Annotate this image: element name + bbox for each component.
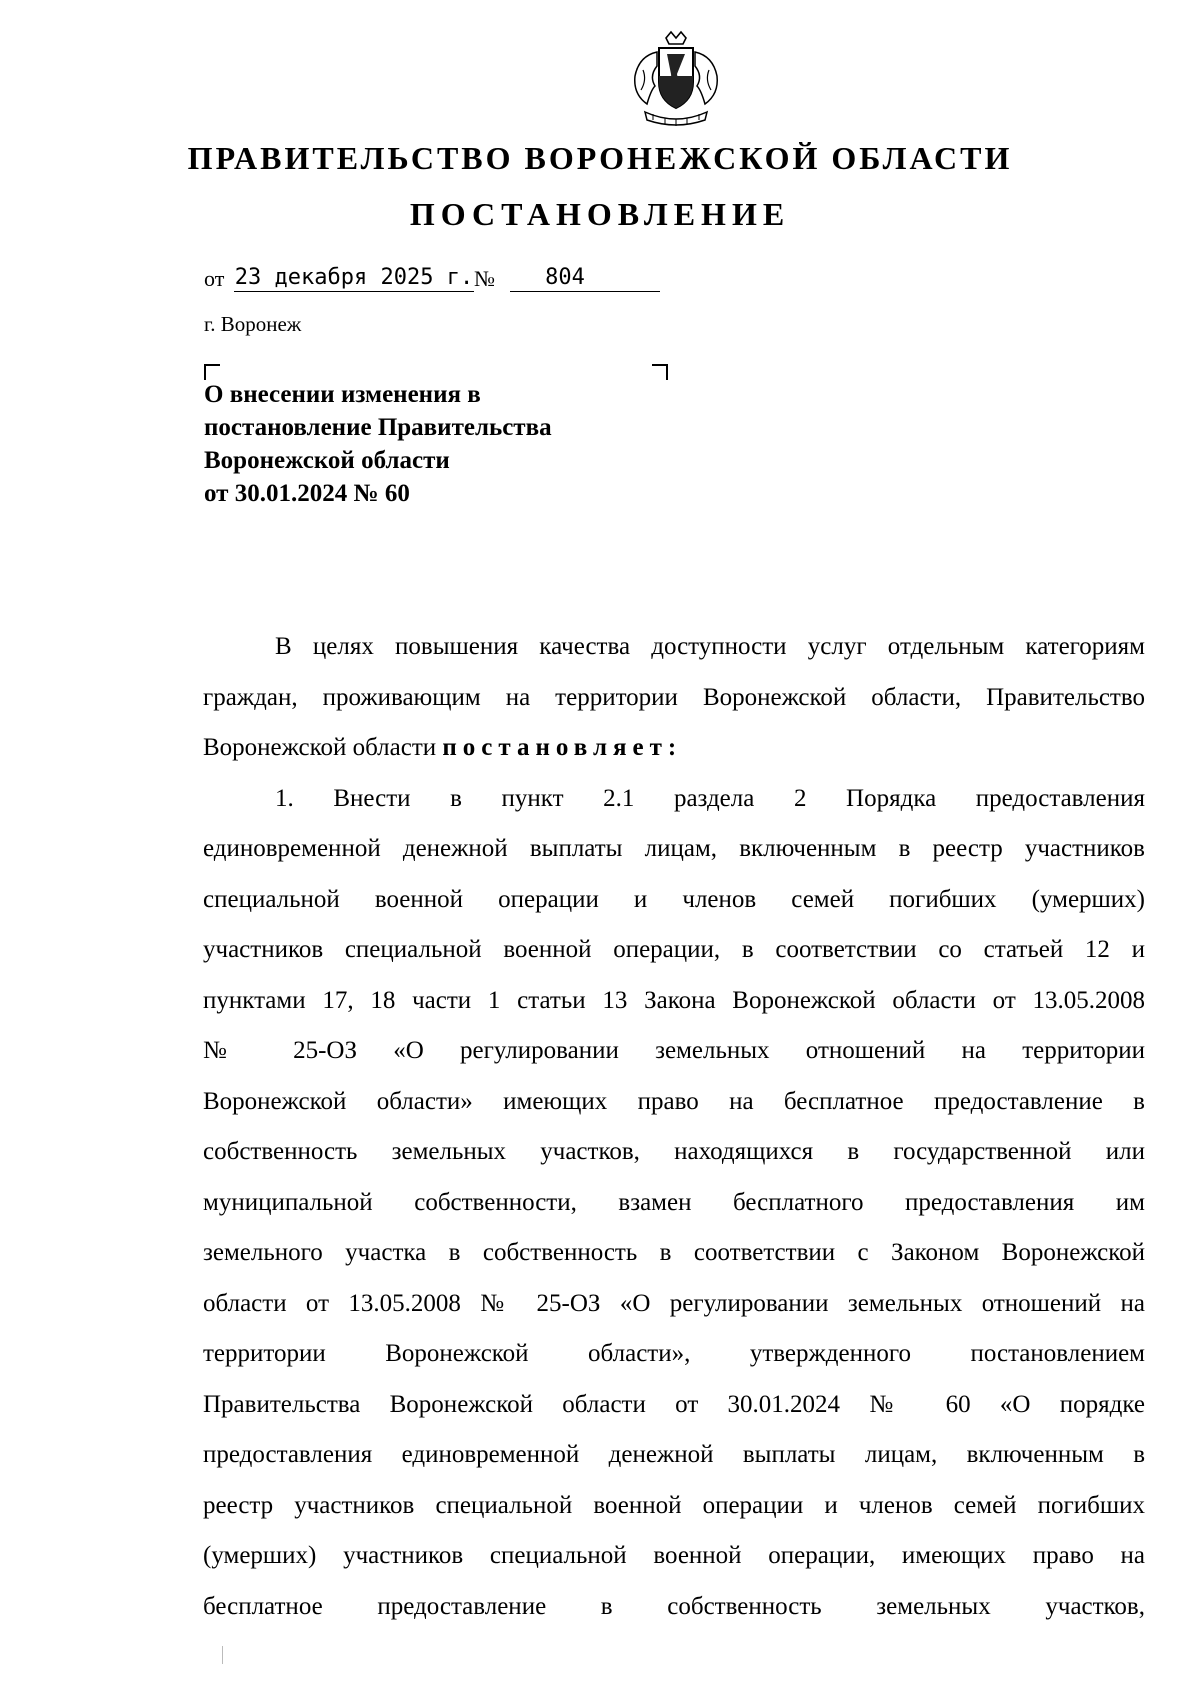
scan-mark [222,1646,223,1664]
body-line: № 25-ОЗ «О регулировании земельных отношений на территории [203,1037,1145,1064]
body-line: области от 13.05.2008 № 25-ОЗ «О регулировании земельных отношений на [203,1289,1145,1317]
registration-line [204,262,664,296]
body-line: земельного участка в собственность в соответствии с Законом Воронежской [203,1239,1145,1266]
subject-block [204,378,644,510]
date-underline [234,291,474,292]
body-line: предоставления единовременной денежной выплаты лицам, включенным в [203,1441,1145,1468]
resolves-word: постановляет: [442,734,683,761]
body-line: бесплатное предоставление в собственность земельных участков, [203,1592,1145,1620]
body-line: реестр участников специальной военной операции и членов семей погибших [203,1491,1145,1519]
document-number: 804 [545,265,585,290]
subject-line: от 30.01.2024 № 60 [204,480,410,507]
body-line: единовременной денежной выплаты лицам, включенным в реестр участников [203,835,1145,862]
document-body [203,622,1145,1632]
body-line: граждан, проживающим на территории Воронежской области, Правительство [203,683,1145,711]
body-line [203,723,1145,774]
subject-line: Воронежской области [204,447,450,474]
subject-line: О внесении изменения в [204,381,481,408]
preamble-prefix: Воронежской области [203,734,443,761]
body-line: собственность земельных участков, находящихся в государственной или [203,1138,1145,1165]
body-line: пунктами 17, 18 части 1 статьи 13 Закона Воронежской области от 13.05.2008 [203,986,1145,1014]
body-line: муниципальной собственности, взамен бесплатного предоставления им [203,1188,1145,1216]
number-underline [510,291,660,292]
city: г. Воронеж [204,312,302,336]
body-line: территории Воронежской области», утвержденного постановлением [203,1340,1145,1367]
from-label: от [204,266,225,291]
document-type-title: ПОСТАНОВЛЕНИЕ [409,196,791,232]
body-line: специальной военной операции и членов семей погибших (умерших) [203,885,1145,913]
subject-corner-right [652,364,668,380]
body-line: В целях повышения качества доступности услуг отдельным категориям [275,633,1145,660]
coat-of-arms-icon [621,30,731,130]
subject-line: постановление Правительства [204,414,552,441]
body-line: (умерших) участников специальной военной операции, имеющих право на [203,1542,1145,1569]
body-line: Воронежской области» имеющих право на бесплатное предоставление в [203,1087,1145,1115]
document-date: 23 декабря 2025 г. [234,265,474,290]
body-line: 1. Внести в пункт 2.1 раздела 2 Порядка предоставления [275,784,1145,812]
body-line: Правительства Воронежской области от 30.01.2024 № 60 «О порядке [203,1390,1145,1418]
government-title: ПРАВИТЕЛЬСТВО ВОРОНЕЖСКОЙ ОБЛАСТИ [187,140,1013,176]
number-label: № [474,266,495,291]
body-line: участников специальной военной операции, в соответствии со статьей 12 и [203,936,1145,963]
